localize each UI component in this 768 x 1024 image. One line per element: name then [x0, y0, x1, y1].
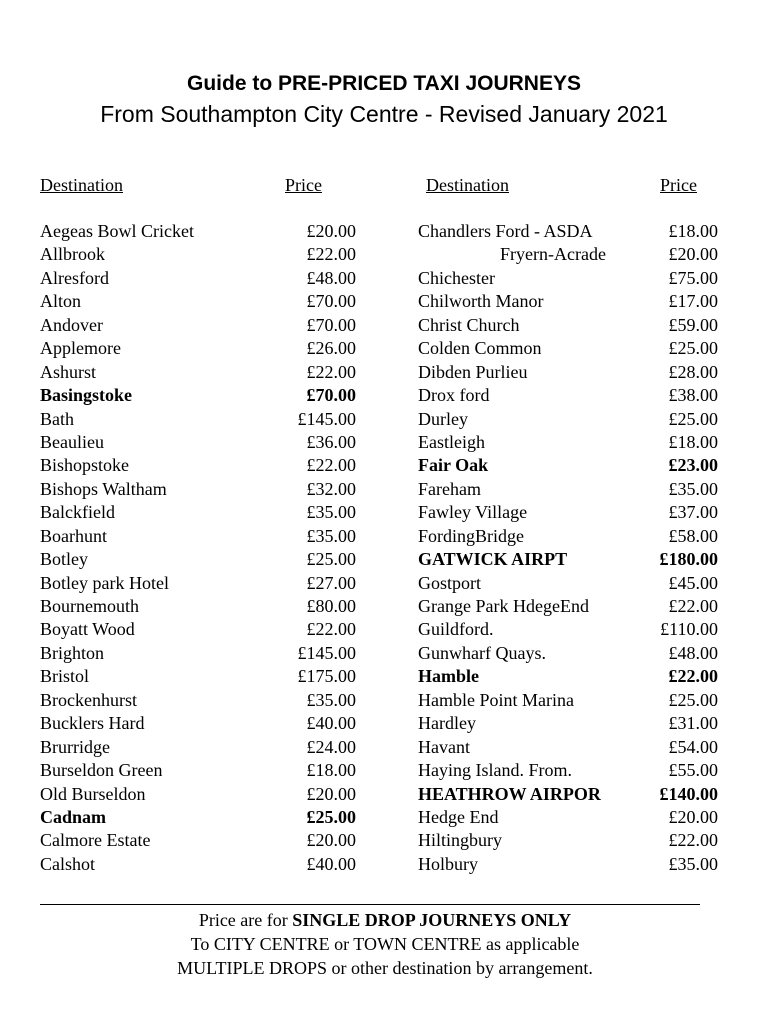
destination-price: £20.00: [306, 783, 356, 804]
destination-name: Eastleigh: [418, 431, 485, 452]
destination-price: £48.00: [668, 642, 718, 663]
footer-line-1-prefix: Price are for: [198, 910, 293, 930]
destination-price: £58.00: [668, 525, 718, 546]
destination-price: £54.00: [668, 736, 718, 757]
price-row: [40, 243, 360, 266]
price-row: [40, 501, 360, 524]
destination-price: £40.00: [306, 853, 356, 874]
price-row: [418, 572, 720, 595]
destination-price: £22.00: [668, 596, 718, 616]
destination-name: Botley: [40, 549, 88, 570]
destination-name: Ashurst: [40, 361, 97, 382]
destination-name: Brurridge: [40, 736, 110, 757]
destination-name: Hamble Point Marina: [418, 689, 574, 710]
destination-price: £27.00: [306, 572, 356, 593]
price-row: [40, 290, 360, 313]
destination-name: Allbrook: [40, 244, 105, 265]
destination-name: Hamble: [418, 666, 479, 687]
destination-name: Balckfield: [40, 502, 115, 523]
price-row: [418, 618, 720, 641]
price-row: [40, 642, 360, 665]
page-title: Guide to PRE-PRICED TAXI JOURNEYS: [187, 72, 581, 95]
page-subtitle: From Southampton City Centre - Revised January 2021: [100, 101, 668, 127]
price-row: [418, 337, 720, 360]
price-row: [418, 642, 720, 665]
destination-name: Cadnam: [40, 806, 107, 827]
price-row: [418, 806, 720, 829]
right-price-header: Price: [660, 175, 697, 195]
price-row: [418, 548, 720, 571]
left-price-list: [40, 220, 360, 876]
divider-line: [40, 904, 700, 905]
price-row: [418, 478, 720, 501]
price-row: [40, 361, 360, 384]
destination-price: £32.00: [306, 478, 356, 499]
destination-name: Grange Park HdegeEnd: [418, 596, 589, 616]
destination-name: Brighton: [40, 642, 105, 663]
destination-name: Old Burseldon: [40, 783, 146, 804]
destination-price: £18.00: [668, 431, 718, 452]
price-row: [40, 806, 360, 829]
destination-price: £80.00: [306, 596, 356, 616]
price-row: [40, 572, 360, 595]
price-row: [40, 267, 360, 290]
destination-name: Dibden Purlieu: [418, 361, 528, 382]
destination-price: £40.00: [306, 713, 356, 734]
destination-name: Fryern-Acrade: [500, 244, 606, 265]
destination-price: £31.00: [668, 713, 718, 734]
destination-price: £35.00: [306, 689, 356, 710]
price-row: [418, 595, 720, 618]
destination-price: £175.00: [297, 666, 356, 687]
price-row: [40, 431, 360, 454]
destination-price: £22.00: [306, 455, 356, 476]
footer-line-1: [0, 908, 768, 932]
price-row: [418, 361, 720, 384]
destination-name: Chichester: [418, 267, 495, 288]
destination-price: £25.00: [306, 549, 356, 570]
destination-name: Haying Island. From.: [418, 760, 572, 781]
price-row: [418, 736, 720, 759]
destination-name: Christ Church: [418, 314, 520, 335]
destination-name: HEATHROW AIRPOR: [418, 783, 601, 804]
price-row: [40, 314, 360, 337]
destination-price: £26.00: [306, 338, 356, 359]
destination-price: £22.00: [306, 244, 356, 265]
destination-name: Bristol: [40, 666, 90, 687]
destination-name: Bishops Waltham: [40, 478, 167, 499]
price-row: [40, 454, 360, 477]
destination-name: Boarhunt: [40, 525, 107, 546]
destination-price: £17.00: [668, 291, 718, 312]
destination-name: Havant: [418, 736, 470, 757]
destination-name: Boyatt Wood: [40, 619, 135, 640]
destination-price: £28.00: [668, 361, 718, 382]
destination-name: Fawley Village: [418, 502, 528, 523]
destination-name: Fair Oak: [418, 455, 489, 476]
destination-name: Hedge End: [418, 806, 499, 827]
destination-name: Bucklers Hard: [40, 713, 145, 734]
destination-price: £37.00: [668, 502, 718, 523]
price-row: [40, 783, 360, 806]
destination-price: £140.00: [659, 783, 718, 804]
destination-price: £22.00: [668, 830, 718, 851]
destination-price: £110.00: [660, 619, 718, 640]
destination-price: £70.00: [306, 314, 356, 335]
right-destination-header: Destination: [426, 175, 509, 195]
destination-price: £35.00: [668, 478, 718, 499]
destination-price: £25.00: [668, 408, 718, 429]
destination-name: Andover: [40, 314, 103, 335]
destination-name: Gostport: [418, 572, 481, 593]
destination-price: £22.00: [306, 361, 356, 382]
destination-name: Brockenhurst: [40, 689, 137, 710]
price-row: [418, 759, 720, 782]
destination-price: £36.00: [306, 431, 356, 452]
price-row: [418, 783, 720, 806]
destination-price: £35.00: [306, 525, 356, 546]
price-row: [40, 759, 360, 782]
price-row: [418, 384, 720, 407]
destination-price: £145.00: [297, 642, 356, 663]
price-row: [418, 220, 720, 243]
destination-price: £23.00: [668, 455, 718, 476]
destination-price: £145.00: [297, 408, 356, 429]
price-row: [40, 408, 360, 431]
destination-price: £35.00: [668, 853, 718, 874]
price-row: [418, 243, 720, 266]
destination-name: Durley: [418, 408, 468, 429]
price-row: [40, 618, 360, 641]
destination-price: £20.00: [306, 830, 356, 851]
left-destination-header: Destination: [40, 175, 123, 195]
destination-price: £24.00: [306, 736, 356, 757]
destination-name: Colden Common: [418, 338, 542, 359]
price-row: [40, 220, 360, 243]
destination-name: GATWICK AIRPT: [418, 549, 568, 570]
destination-name: Chilworth Manor: [418, 291, 544, 312]
price-row: [418, 501, 720, 524]
destination-price: £20.00: [668, 806, 718, 827]
destination-price: £55.00: [668, 760, 718, 781]
price-row: [418, 712, 720, 735]
price-row: [418, 290, 720, 313]
price-row: [40, 548, 360, 571]
destination-price: £22.00: [668, 666, 718, 687]
footer-line-1-emphasis: SINGLE DROP JOURNEYS ONLY: [292, 910, 572, 930]
destination-price: £20.00: [668, 244, 718, 265]
destination-name: Alton: [40, 291, 82, 312]
destination-price: £18.00: [306, 760, 356, 781]
destination-price: £35.00: [306, 502, 356, 523]
price-row: [40, 525, 360, 548]
price-row: [40, 712, 360, 735]
price-row: [418, 689, 720, 712]
price-row: [418, 525, 720, 548]
destination-price: £25.00: [306, 806, 356, 827]
price-row: [418, 454, 720, 477]
price-row: [418, 431, 720, 454]
destination-name: Applemore: [40, 338, 121, 359]
destination-price: £70.00: [306, 291, 356, 312]
destination-price: £45.00: [668, 572, 718, 593]
price-row: [418, 408, 720, 431]
destination-price: £20.00: [306, 221, 356, 241]
destination-price: £59.00: [668, 314, 718, 335]
destination-name: Chandlers Ford - ASDA: [418, 221, 593, 241]
destination-name: Calmore Estate: [40, 830, 151, 851]
destination-price: £38.00: [668, 385, 718, 406]
destination-name: Fareham: [418, 478, 481, 499]
destination-name: Bath: [40, 408, 74, 429]
right-price-list: [418, 220, 720, 876]
destination-name: Bournemouth: [40, 596, 139, 616]
destination-name: Burseldon Green: [40, 760, 163, 781]
price-row: [418, 829, 720, 852]
price-row: [40, 853, 360, 876]
destination-price: £70.00: [306, 385, 356, 406]
price-row: [40, 595, 360, 618]
destination-price: £25.00: [668, 338, 718, 359]
price-row: [40, 689, 360, 712]
destination-name: Holbury: [418, 853, 478, 874]
destination-price: £75.00: [668, 267, 718, 288]
price-row: [40, 736, 360, 759]
destination-name: Botley park Hotel: [40, 572, 169, 593]
price-row: [418, 665, 720, 688]
price-row: [40, 829, 360, 852]
destination-name: Guildford.: [418, 619, 494, 640]
price-row: [40, 337, 360, 360]
destination-name: FordingBridge: [418, 525, 524, 546]
destination-price: £48.00: [306, 267, 356, 288]
destination-name: Beaulieu: [40, 431, 104, 452]
destination-name: Bishopstoke: [40, 455, 130, 476]
destination-name: Aegeas Bowl Cricket: [40, 221, 194, 241]
destination-name: Alresford: [40, 267, 109, 288]
destination-name: Drox ford: [418, 385, 490, 406]
price-row: [40, 478, 360, 501]
price-row: [418, 267, 720, 290]
destination-price: £180.00: [659, 549, 718, 570]
left-price-header: Price: [285, 175, 322, 195]
destination-name: Hardley: [418, 713, 476, 734]
destination-price: £25.00: [668, 689, 718, 710]
destination-name: Calshot: [40, 853, 96, 874]
price-row: [418, 314, 720, 337]
destination-price: £18.00: [668, 221, 718, 241]
destination-price: £22.00: [306, 619, 356, 640]
price-row: [418, 853, 720, 876]
price-row: [40, 665, 360, 688]
destination-name: Hiltingbury: [418, 830, 502, 851]
destination-name: Basingstoke: [40, 385, 133, 406]
price-row: [40, 384, 360, 407]
footer-line-3: MULTIPLE DROPS or other destination by arrangement.: [177, 958, 593, 978]
destination-name: Gunwharf Quays.: [418, 642, 546, 663]
footer-line-2: To CITY CENTRE or TOWN CENTRE as applicable: [190, 934, 580, 954]
